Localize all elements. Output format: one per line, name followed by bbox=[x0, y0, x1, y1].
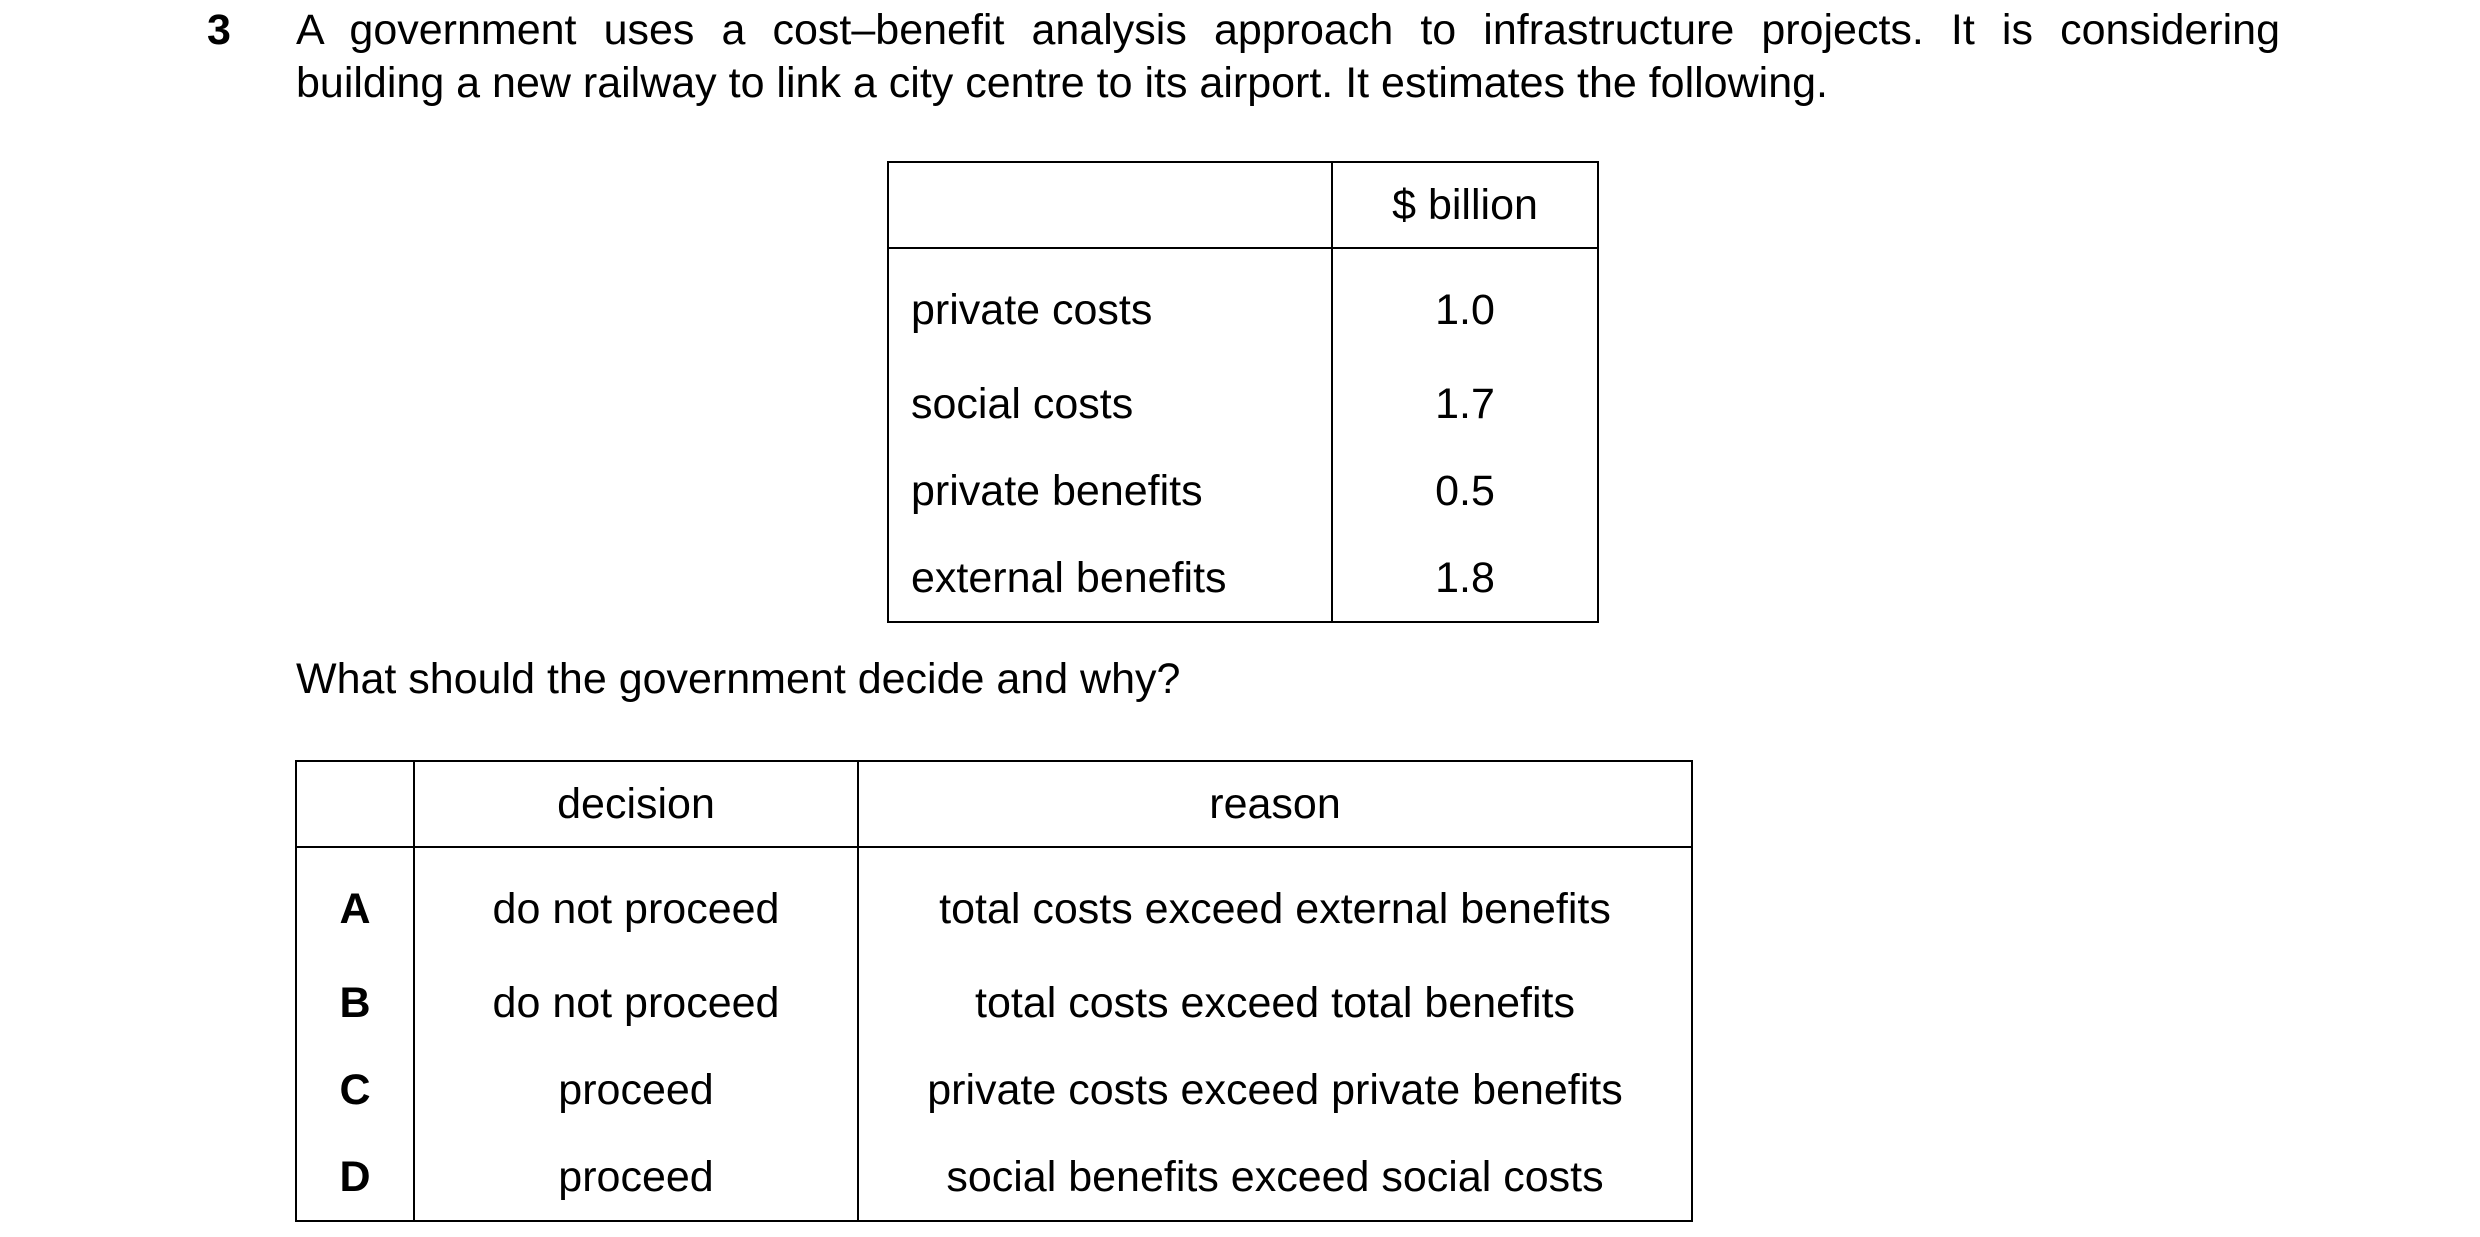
estimate-label: private benefits bbox=[888, 448, 1332, 535]
table-row bbox=[888, 248, 1598, 361]
question-stem-line-1: A government uses a cost–benefit analysis approach to infrastructure projects. It is considering bbox=[296, 6, 2280, 54]
estimate-value: 1.0 bbox=[1332, 248, 1598, 361]
question-prompt: What should the government decide and why? bbox=[296, 655, 1181, 703]
options-table-header bbox=[296, 761, 1692, 847]
option-letter: B bbox=[296, 960, 414, 1047]
question-number: 3 bbox=[207, 6, 231, 54]
option-reason: total costs exceed total benefits bbox=[858, 960, 1692, 1047]
question-stem-line-2: building a new railway to link a city centre to its airport. It estimates the following. bbox=[296, 59, 1828, 107]
estimate-label: external benefits bbox=[888, 535, 1332, 622]
option-letter: A bbox=[296, 847, 414, 960]
option-row-d[interactable] bbox=[296, 1134, 1692, 1221]
estimate-value: 1.7 bbox=[1332, 361, 1598, 448]
option-row-c[interactable] bbox=[296, 1047, 1692, 1134]
option-row-a[interactable] bbox=[296, 847, 1692, 960]
estimate-value: 0.5 bbox=[1332, 448, 1598, 535]
option-reason: private costs exceed private benefits bbox=[858, 1047, 1692, 1134]
answer-options-table bbox=[295, 760, 1693, 1222]
question-stem bbox=[296, 4, 2280, 110]
option-decision: proceed bbox=[414, 1134, 858, 1221]
option-decision: proceed bbox=[414, 1047, 858, 1134]
option-reason: total costs exceed external benefits bbox=[858, 847, 1692, 960]
estimate-label: private costs bbox=[888, 248, 1332, 361]
estimates-header-label bbox=[888, 162, 1332, 248]
options-header-reason: reason bbox=[858, 761, 1692, 847]
option-letter: C bbox=[296, 1047, 414, 1134]
table-row bbox=[888, 535, 1598, 622]
options-header-decision: decision bbox=[414, 761, 858, 847]
option-decision: do not proceed bbox=[414, 960, 858, 1047]
option-letter: D bbox=[296, 1134, 414, 1221]
option-decision: do not proceed bbox=[414, 847, 858, 960]
table-row bbox=[888, 361, 1598, 448]
table-row bbox=[888, 448, 1598, 535]
options-header-letter bbox=[296, 761, 414, 847]
option-row-b[interactable] bbox=[296, 960, 1692, 1047]
estimate-label: social costs bbox=[888, 361, 1332, 448]
estimates-table bbox=[887, 161, 1599, 623]
estimate-value: 1.8 bbox=[1332, 535, 1598, 622]
option-reason: social benefits exceed social costs bbox=[858, 1134, 1692, 1221]
estimates-table-header bbox=[888, 162, 1598, 248]
estimates-header-unit: $ billion bbox=[1332, 162, 1598, 248]
